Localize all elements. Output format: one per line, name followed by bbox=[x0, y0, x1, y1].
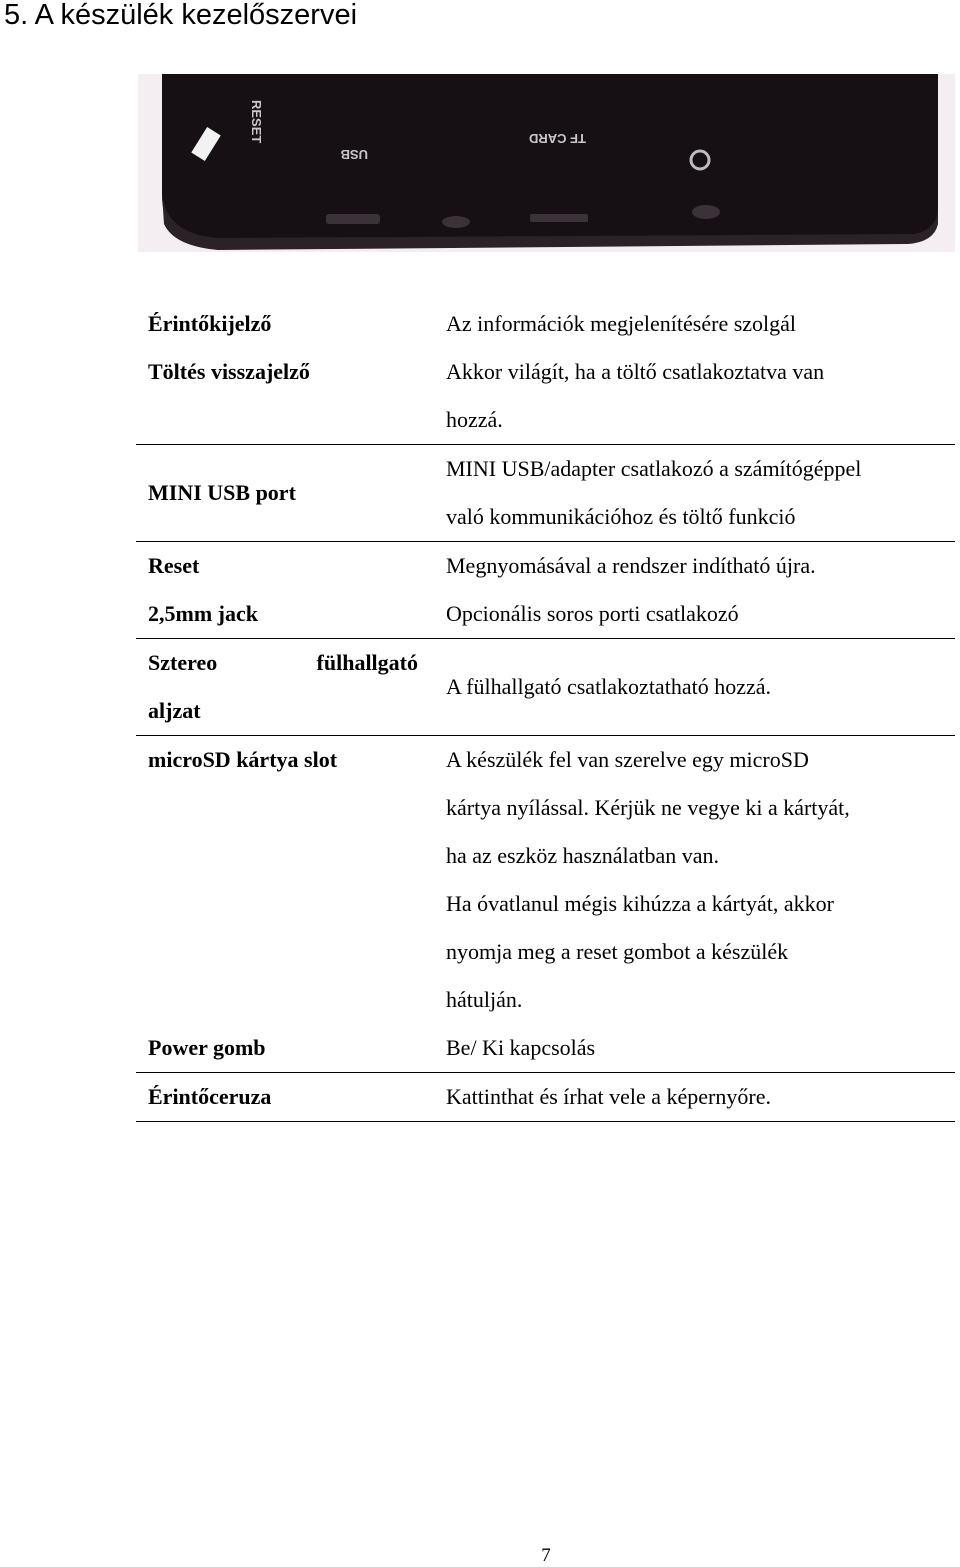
control-description: A fülhallgató csatlakoztatható hozzá. bbox=[446, 674, 771, 699]
label-usb: USB bbox=[340, 147, 368, 162]
control-description: Megnyomásával a rendszer indítható újra. bbox=[446, 553, 816, 578]
page-number: 7 bbox=[541, 1545, 551, 1566]
control-name: microSD kártya slot bbox=[148, 747, 338, 772]
control-name: Sztereo fülhallgató aljzat bbox=[148, 650, 418, 723]
table-row bbox=[136, 348, 955, 445]
control-name: MINI USB port bbox=[148, 480, 296, 505]
control-description: A készülék fel van szerelve egy microSD kártya nyílással. Kérjük ne vegye ki a kártyát, ha az eszköz használatban van. Ha óvatlanul mégis kihúzza a kártyát, akkor nyomja meg a reset gombot a készülék hátulján. bbox=[446, 747, 850, 1012]
control-name: Töltés visszajelző bbox=[148, 359, 310, 384]
label-reset: RESET bbox=[249, 100, 264, 144]
control-description: Az információk megjelenítésére szolgál bbox=[446, 311, 797, 336]
control-description: Opcionális soros porti csatlakozó bbox=[446, 601, 739, 626]
microsd-slot bbox=[530, 214, 588, 222]
table-row bbox=[136, 639, 955, 736]
label-tf-card: TF CARD bbox=[528, 131, 586, 146]
control-name: Reset bbox=[148, 553, 200, 578]
control-description: Kattinthat és írhat vele a képernyőre. bbox=[446, 1084, 771, 1109]
control-name: Érintőceruza bbox=[148, 1084, 272, 1109]
control-name: Power gomb bbox=[148, 1035, 266, 1060]
device-photo bbox=[138, 74, 955, 252]
control-name: 2,5mm jack bbox=[148, 601, 258, 626]
section-heading: 5. A készülék kezelőszervei bbox=[4, 0, 358, 31]
controls-table bbox=[136, 300, 955, 1122]
device-bottom-edge-image bbox=[138, 74, 955, 252]
headphone-jack-port bbox=[692, 205, 720, 219]
table-row bbox=[136, 1024, 955, 1073]
table-row bbox=[136, 300, 955, 348]
mini-usb-port bbox=[326, 214, 380, 224]
jack-port bbox=[442, 216, 470, 228]
table-row bbox=[136, 445, 955, 542]
control-name: Érintőkijelző bbox=[148, 311, 272, 336]
table-row bbox=[136, 542, 955, 590]
table-row bbox=[136, 736, 955, 1024]
control-description: MINI USB/adapter csatlakozó a számítógéppel való kommunikációhoz és töltő funkció bbox=[446, 456, 862, 529]
control-description: Be/ Ki kapcsolás bbox=[446, 1035, 596, 1060]
table-row bbox=[136, 1073, 955, 1122]
control-description: Akkor világít, ha a töltő csatlakoztatva van hozzá. bbox=[446, 359, 825, 432]
table-row bbox=[136, 590, 955, 639]
